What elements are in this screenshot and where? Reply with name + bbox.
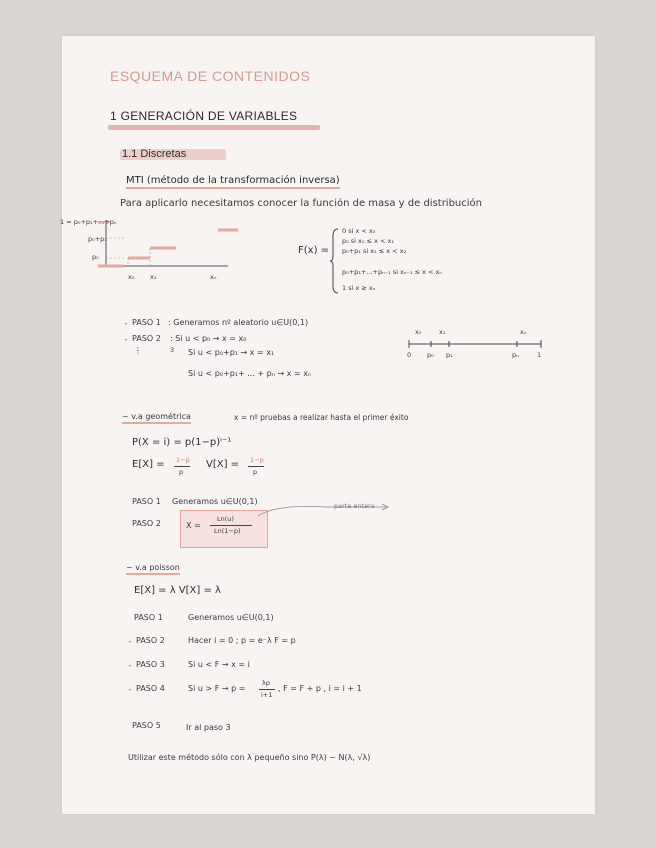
geometric-ex-lhs: E[X] = xyxy=(132,459,165,470)
mti-step2-label: PASO 2 xyxy=(132,334,161,343)
geometric-step2-label: PASO 2 xyxy=(132,519,161,528)
geometric-formula-den: Ln(1−p) xyxy=(214,527,241,535)
graph-ylabel-mid: p₀+p₁ xyxy=(88,235,107,243)
poisson-step3-label: PASO 3 xyxy=(136,660,165,669)
mti-step1-text: : Generamos nº aleatorio u∈U(0,1) xyxy=(168,318,309,327)
numberline-bottom-2: p₁ xyxy=(446,351,453,359)
numberline-bottom-3: pₙ xyxy=(512,351,519,359)
numberline-bottom-1: p₀ xyxy=(427,351,434,359)
poisson-step4-den: i+1 xyxy=(261,691,273,699)
cdf-case-2: p₀+p₁ si x₁ ≤ x < x₂ xyxy=(342,247,407,255)
poisson-step2-text: Hacer i = 0 ; p = e⁻λ F = p xyxy=(188,636,296,645)
graph-xlabel-1: x₁ xyxy=(150,273,157,281)
graph-ylabel-top: 1 = p₀+p₁+...+pₙ xyxy=(60,218,117,226)
bullet-icon: • xyxy=(124,336,128,344)
page-title: ESQUEMA DE CONTENIDOS xyxy=(110,68,311,84)
fraction-bar xyxy=(174,466,190,467)
poisson-heading xyxy=(126,564,180,572)
fraction-bar xyxy=(259,689,275,690)
cdf-case-0: 0 si x < x₀ xyxy=(342,227,376,235)
numberline-bottom-0: 0 xyxy=(407,351,412,359)
poisson-step4-text-b: , F = F + p , i = i + 1 xyxy=(278,684,362,693)
graph-ylabel-low: p₀ xyxy=(92,253,99,261)
geometric-note: parte entera xyxy=(334,502,375,510)
geometric-vx-den: p xyxy=(253,468,258,476)
cdf-lhs: F(x) = xyxy=(298,245,330,256)
cdf-case-4: 1 si x ≥ xₙ xyxy=(342,284,376,292)
geometric-ex-num: 1−p xyxy=(176,456,190,464)
number-line xyxy=(407,338,547,352)
geometric-formula-lhs: X = xyxy=(186,521,201,530)
poisson-step4-label: PASO 4 xyxy=(136,684,165,693)
numberline-top-0: x₀ xyxy=(415,328,422,336)
numberline-top-n: xₙ xyxy=(520,328,527,336)
bullet-icon: • xyxy=(128,638,132,646)
graph-xlabel-n: xₙ xyxy=(210,273,217,281)
geometric-heading xyxy=(122,413,191,421)
bullet-icon: • xyxy=(124,320,128,328)
mti-intro: Para aplicarlo necesitamos conocer la función de masa y de distribución xyxy=(120,198,483,209)
mti-heading: MTI (método de la transformación inversa) xyxy=(126,176,340,189)
mti-step2-line2: Si u < p₀+p₁ → x = x₁ xyxy=(188,348,275,357)
geometric-ex-den: p xyxy=(179,468,184,476)
floor-bracket-arrow xyxy=(256,500,396,520)
cdf-brace xyxy=(330,228,340,294)
fraction-bar xyxy=(248,466,264,467)
section-underline xyxy=(108,125,320,130)
geometric-step1-label: PASO 1 xyxy=(132,497,161,506)
bullet-icon: • xyxy=(128,662,132,670)
poisson-step5-text: Ir al paso 3 xyxy=(186,723,231,732)
poisson-step1-text: Generamos u∈U(0,1) xyxy=(188,613,274,622)
numberline-top-1: x₁ xyxy=(439,328,446,336)
geometric-heading-text: ~ v.a geométrica xyxy=(122,412,191,424)
poisson-footer: Utilizar este método sólo con λ pequeño sino P(λ) ~ N(λ, √λ) xyxy=(128,753,371,762)
poisson-step5-label: PASO 5 xyxy=(132,721,161,730)
subsection-heading: 1.1 Discretas xyxy=(122,148,187,160)
mti-step2-line1: : Si u < p₀ → x = x₀ xyxy=(170,334,247,343)
poisson-moments: E[X] = λ V[X] = λ xyxy=(134,585,221,596)
poisson-step4-num: λp xyxy=(262,679,270,687)
poisson-step4-text-a: Si u > F → p = xyxy=(188,684,246,693)
poisson-step1-label: PASO 1 xyxy=(134,613,163,622)
geometric-step1-text: Generamos u∈U(0,1) xyxy=(172,497,258,506)
poisson-heading-text: ~ v.a poisson xyxy=(126,563,180,575)
mti-step2-dots-index: 3 xyxy=(170,346,175,354)
numberline-bottom-4: 1 xyxy=(537,351,542,359)
geometric-pmf: P(X = i) = p(1−p)ⁱ⁻¹ xyxy=(132,437,232,448)
graph-xlabel-0: x₀ xyxy=(128,273,135,281)
mti-step2-dots: ⋮ xyxy=(134,346,142,355)
geometric-formula-num: Ln(u) xyxy=(217,515,234,523)
bullet-icon: • xyxy=(128,686,132,694)
cdf-case-1: p₀ si x₀ ≤ x < x₁ xyxy=(342,237,394,245)
poisson-step2-label: PASO 2 xyxy=(136,636,165,645)
poisson-step3-text: Si u < F → x = i xyxy=(188,660,250,669)
notebook-page xyxy=(62,36,595,814)
section-heading: 1 GENERACIÓN DE VARIABLES xyxy=(110,109,298,123)
geometric-vx-lhs: V[X] = xyxy=(206,459,240,470)
geometric-description: x = nº pruebas a realizar hasta el primer éxito xyxy=(234,413,409,422)
geometric-vx-num: 1−p xyxy=(250,456,264,464)
mti-step1-label: PASO 1 xyxy=(132,318,161,327)
mti-step2-line3: Si u < p₀+p₁+ ... + pₙ → x = xₙ xyxy=(188,369,312,378)
fraction-bar xyxy=(210,525,252,526)
cdf-case-3: p₀+p₁+...+pₙ₋₁ si xₙ₋₁ ≤ x < xₙ xyxy=(342,268,442,276)
